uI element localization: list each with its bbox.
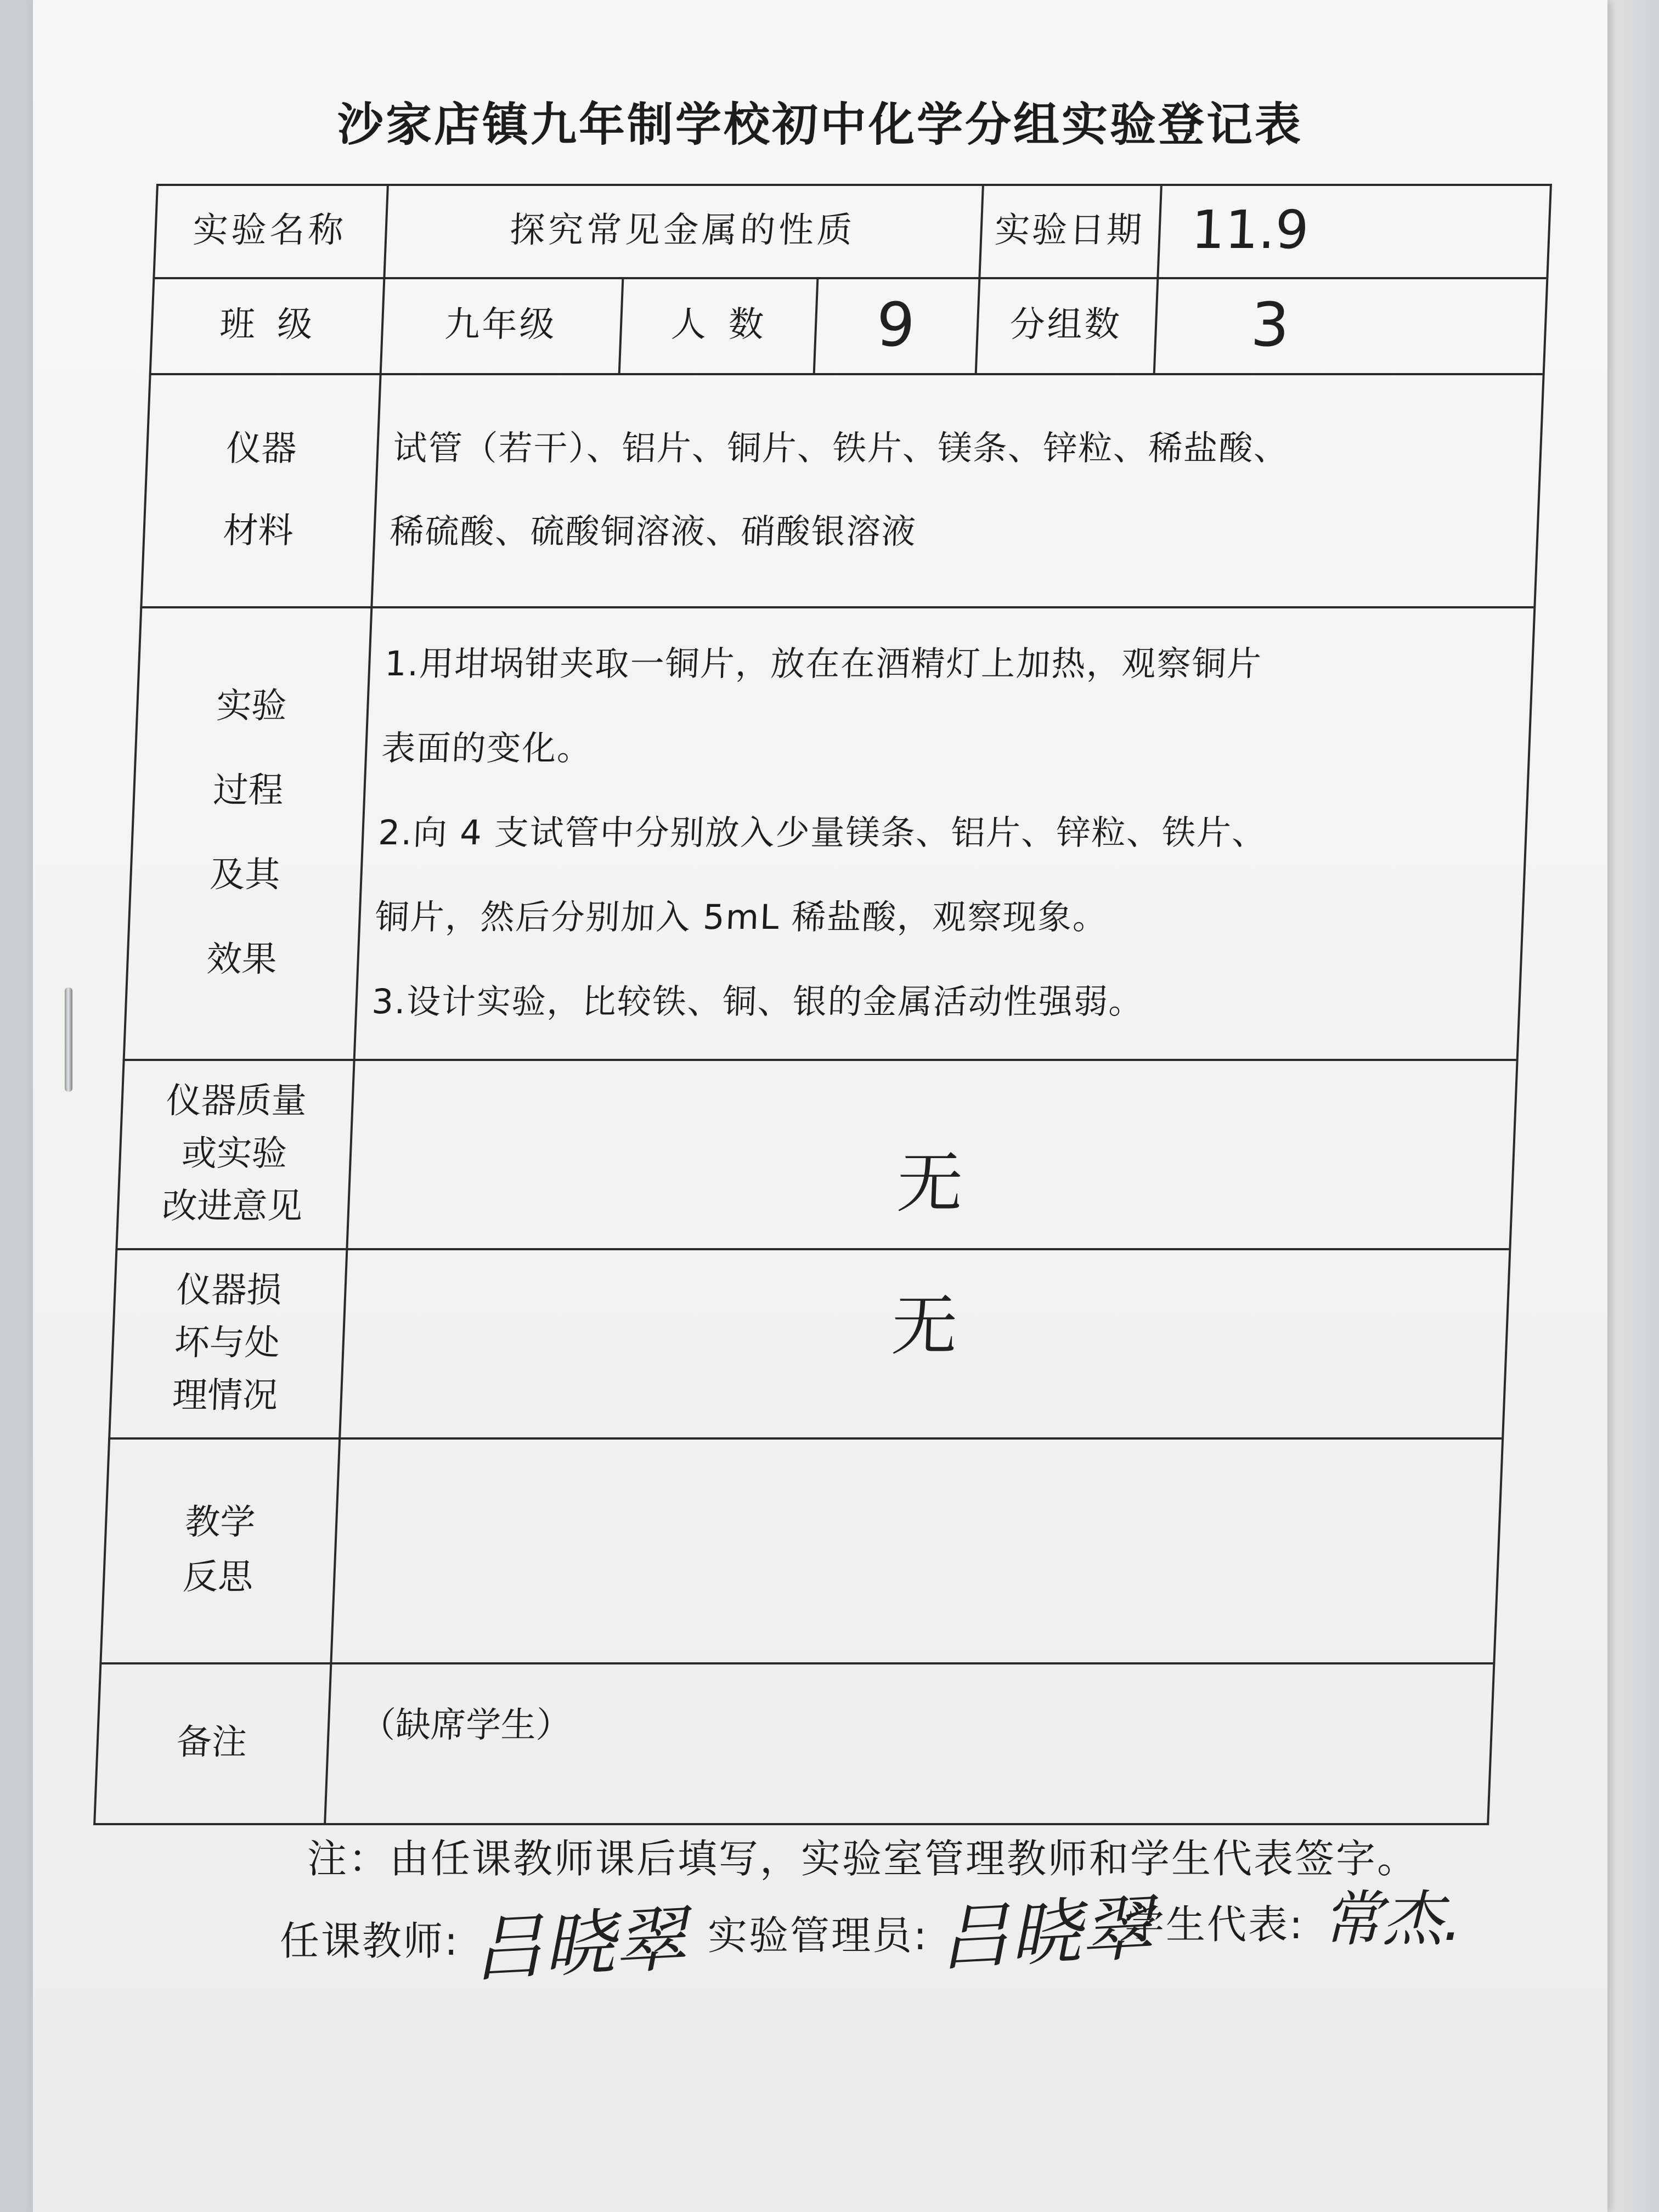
process-line: 2.向 4 支试管中分别放入少量镁条、铝片、锌粒、铁片、 [377,812,1268,853]
lab-admin-signature-label: 实验管理员: [708,1912,929,1959]
quality-label-line: 改进意见 [161,1186,303,1227]
groups-label: 分组数 [1009,304,1123,346]
experiment-date-value: 11.9 [1190,199,1310,261]
reflection-value-empty [330,1437,1502,1662]
materials-label-line: 材料 [222,510,295,551]
teacher-signature-label: 任课教师: [280,1918,460,1964]
quality-value: 无 [895,1145,964,1222]
reflection-label-line: 反思 [182,1557,254,1598]
process-line: 表面的变化。 [381,727,593,768]
process-line: 铜片，然后分别加入 5mL 稀盐酸，观察现象。 [374,896,1109,937]
remarks-value: （缺席学生） [359,1705,572,1746]
people-label: 人 数 [670,304,765,346]
remarks-label: 备注 [176,1722,248,1763]
reflection-label-line: 教学 [184,1502,256,1543]
class-label: 班 级 [219,304,313,346]
process-label-line: 效果 [206,939,278,980]
materials-label [140,373,379,606]
paper-sheet [33,0,1607,2212]
process-content [370,606,1526,1059]
process-label-line: 及其 [209,854,281,895]
materials-content [387,373,1531,606]
registration-table [93,184,1550,1824]
table-rule [93,1823,1489,1825]
process-label [123,606,371,1059]
lab-admin-signature: 吕晓翠 [936,1886,1155,1981]
quality-label-line: 仪器质量 [165,1080,308,1121]
process-line: 3.设计实验，比较铁、铜、银的金属活动性强弱。 [371,981,1145,1022]
experiment-name-value: 探究常见金属的性质 [509,210,856,251]
student-rep-signature: 常杰. [1322,1884,1462,1954]
student-rep-signature-label: 学生代表: [1125,1901,1305,1948]
class-value: 九年级 [444,304,558,346]
groups-value: 3 [1249,289,1291,360]
process-line: 1.用坩埚钳夹取一铜片，放在在酒精灯上加热，观察铜片 [384,643,1263,684]
footnote: 注：由任课教师课后填写，实验室管理教师和学生代表签字。 [307,1836,1419,1882]
materials-line: 试管（若干）、铝片、铜片、铁片、镁条、锌粒、稀盐酸、 [392,427,1290,468]
process-label-line: 实验 [216,685,287,726]
teacher-signature: 吕晓翠 [470,1897,689,1992]
damage-label-line: 仪器损 [176,1269,283,1311]
experiment-name-label: 实验名称 [192,210,348,251]
experiment-date-label: 实验日期 [994,210,1145,251]
quality-label-line: 或实验 [180,1133,288,1174]
form-title: 沙家店镇九年制学校初中化学分组实验登记表 [337,98,1303,151]
people-count-value: 9 [875,289,917,360]
process-label-line: 过程 [212,770,284,811]
staple [65,988,72,1092]
materials-label-line: 仪器 [225,428,297,469]
materials-line: 稀硫酸、硫酸铜溶液、硝酸银溶液 [389,511,918,551]
damage-value: 无 [890,1288,959,1364]
damage-label-line: 理情况 [171,1375,279,1416]
damage-label [108,1248,346,1437]
quality-label [115,1059,353,1248]
damage-label-line: 坏与处 [173,1322,281,1363]
reflection-label [99,1437,338,1662]
